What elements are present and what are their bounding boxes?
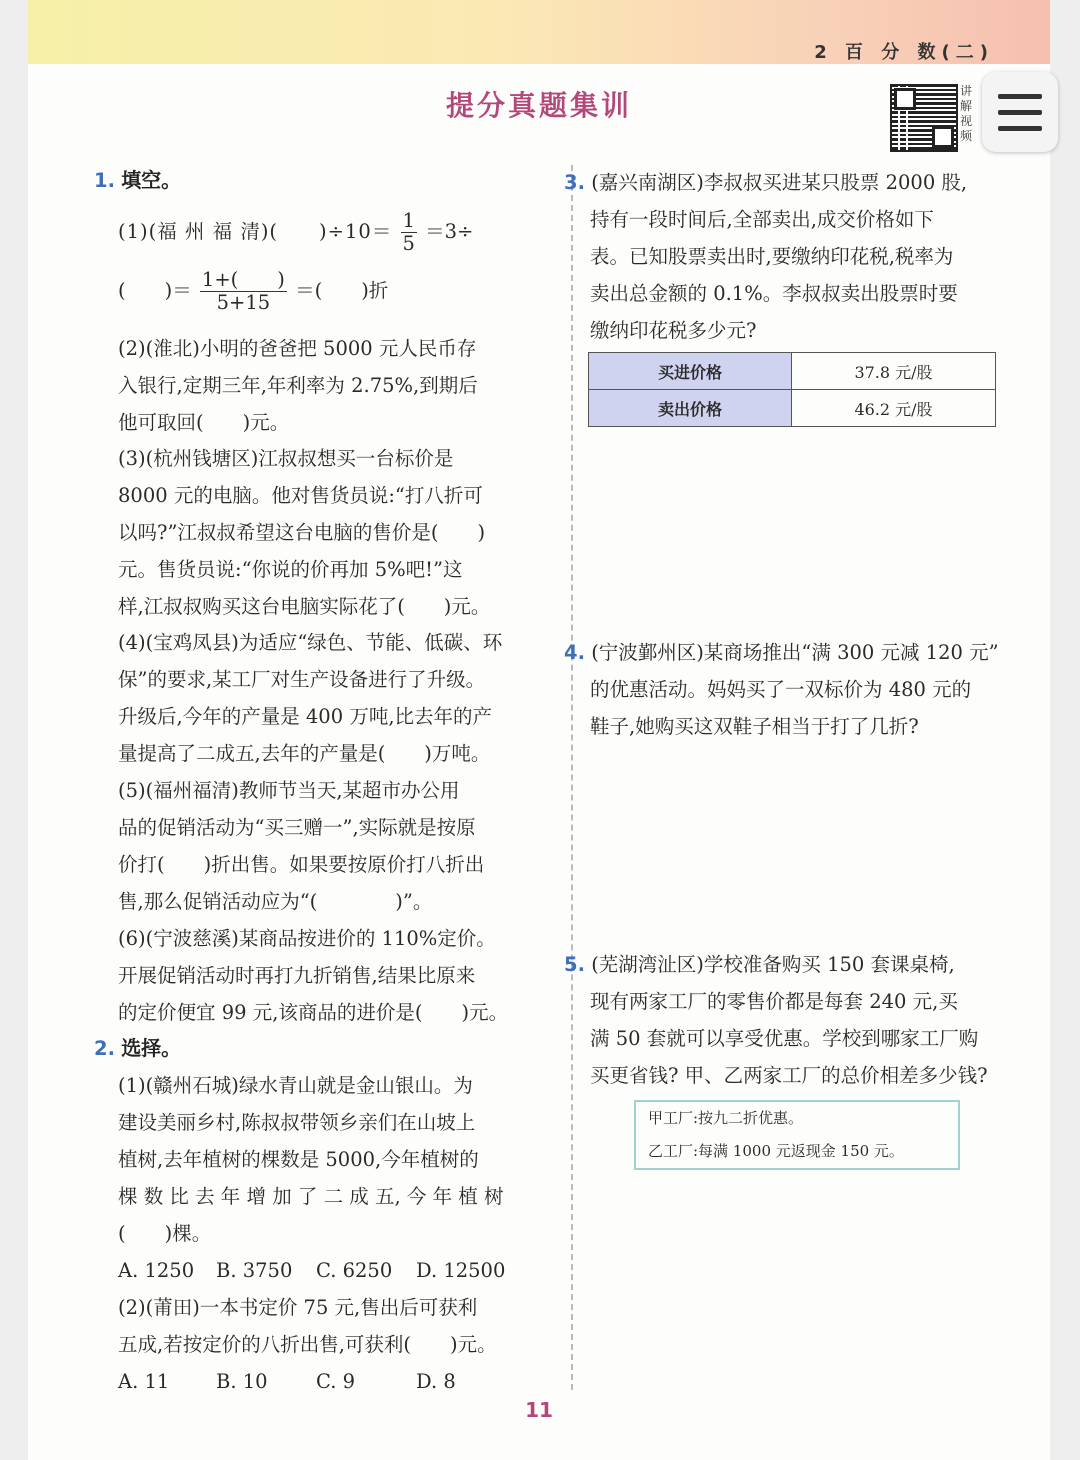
q1-part1-start: (1)(福 州 福 清)( )÷10＝ [118,220,393,243]
qr-code-icon[interactable] [890,84,958,152]
table-row [589,353,996,390]
offer-factory-b: 乙工厂:每满 1000 元返现金 150 元。 [648,1142,904,1160]
q1-part6: (6)(宁波慈溪)某商品按进价的 110%定价。 开展促销活动时再打九折销售,结果比原来 的定价便宜 99 元,该商品的进价是( )元。 [118,927,509,1024]
option-d: D. 8 [416,1370,456,1393]
q2-part1: (1)(赣州石城)绿水青山就是金山银山。为 建设美丽乡村,陈叔叔带领乡亲们在山坡上 植树,去年植树的棵数是 5000,今年植树的 棵 数 比 去 年 增 加 了 二 成 五, 今 年 植 树 ( )棵。 A. 1250 B. 3750 C. 6250 D. 12500 [118,1067,563,1289]
table-cell: 37.8 元/股 [792,353,996,390]
qr-label: 讲解视频 [960,84,973,143]
q1-part1 [118,210,558,314]
table-header-cell: 卖出价格 [589,390,792,427]
hamburger-icon [998,94,1042,99]
q1-part3: (3)(杭州钱塘区)江叔叔想买一台标价是 8000 元的电脑。他对售货员说:“打八折可 以吗?”江叔叔希望这台电脑的售价是( ) 元。售货员说:“你说的价再加 5%吧!”这 样,江叔叔购买这台电脑实际花了( )元。 [118,447,491,618]
chapter-title: 2 百 分 数(二) [814,42,994,63]
option-d: D. 12500 [416,1259,506,1282]
question-number: 5. [564,953,585,976]
option-b: B. 3750 [216,1259,293,1282]
option-b: B. 10 [216,1370,268,1393]
q1-part2: (2)(淮北)小明的爸爸把 5000 元人民币存 入银行,定期三年,年利率为 2.75%,到期后 他可取回( )元。 [118,337,478,434]
table-header-cell: 买进价格 [589,353,792,390]
question-1 [94,162,544,199]
menu-button[interactable] [982,72,1058,152]
q1-part4: (4)(宝鸡凤县)为适应“绿色、节能、低碳、环 保”的要求,某工厂对生产设备进行了升级。 升级后,今年的产量是 400 万吨,比去年的产 量提高了二成五,去年的产量是( )万吨。 [118,631,503,765]
question-title: 选择。 [121,1036,182,1060]
table-row [589,390,996,427]
section-title: 提分真题集训 [445,89,632,122]
option-a: A. 1250 [118,1259,195,1282]
page-number: 11 [525,1398,553,1422]
question-number: 3. [564,171,585,194]
question-4: 4. (宁波鄞州区)某商场推出“满 300 元减 120 元” 的优惠活动。妈妈买了一双标价为 480 元的 鞋子,她购买这双鞋子相当于打了几折? [564,641,999,738]
q1-part1-line2-end: ＝( )折 [295,279,389,302]
option-a: A. 11 [118,1370,170,1393]
q2-part2: (2)(莆田)一本书定价 75 元,售出后可获利 五成,若按定价的八折出售,可获利( )元。 A. 11 B. 10 C. 9 D. 8 [118,1289,563,1400]
option-c: C. 6250 [316,1259,393,1282]
q1-part1-end: ＝3÷ [425,220,474,243]
option-c: C. 9 [316,1370,356,1393]
stock-price-table [588,352,996,427]
q1-part5: (5)(福州福清)教师节当天,某超市办公用 品的促销活动为“买三赠一”,实际就是按原 价打( )折出售。如果要按原价打八折出 售,那么促销活动应为“( )”。 [118,779,485,913]
fraction: $\frac{1}{5}$ [402,209,415,255]
offer-box [634,1100,960,1170]
question-3: 3. (嘉兴南湖区)李叔叔买进某只股票 2000 股, 持有一段时间后,全部卖出,成交价格如下 表。已知股票卖出时,要缴纳印花税,税率为 卖出总金额的 0.1%。李叔叔卖出股票时要 缴纳印花税多少元? [564,171,968,342]
question-5: 5. (芜湖湾沚区)学校准备购买 150 套课桌椅, 现有两家工厂的零售价都是每套 240 元,买 满 50 套就可以享受优惠。学校到哪家工厂购 买更省钱? 甲、乙两家工厂的总价相差多少钱? [564,953,988,1087]
question-1-heading [94,162,544,199]
fraction: $\frac{1+( )}{5+15}$ [201,268,285,314]
question-number: 2. [94,1037,115,1060]
q2-part1-options [118,1252,563,1289]
question-number: 4. [564,641,585,664]
question-number: 1. [94,169,115,192]
question-2 [94,1030,544,1067]
workbook-page [28,0,1050,1460]
offer-factory-a: 甲工厂:按九二折优惠。 [648,1109,804,1127]
table-cell: 46.2 元/股 [792,390,996,427]
q1-part1-line2-start: ( )＝ [118,279,192,302]
question-title: 填空。 [121,168,182,192]
q2-part2-options [118,1363,563,1400]
